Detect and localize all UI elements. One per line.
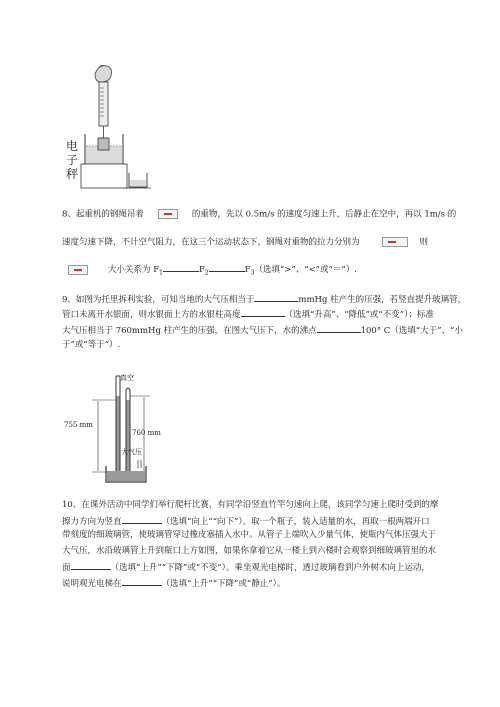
answer-blank[interactable] xyxy=(209,263,245,272)
q10-line4: 大气压，水沿玻璃管上升到瓶口上方如图，如果你拿着它从一楼上到六楼时会观察到细玻璃管里的水 xyxy=(62,546,437,556)
q9-line2: 管口未离开水银面，则水银面上方的水银柱高度 （选填“升高”、“降低”或“不变”）；标准 xyxy=(62,310,434,320)
height-760-label: 760 mm xyxy=(132,429,161,437)
atmosphere-label: 大气压 xyxy=(121,448,142,456)
q10-line2: 擦力方向为竖直 （选填“向上”“向下”）。取一个瓶子，装入适量的水，再取一根两端开口 xyxy=(62,517,430,527)
q10-line1: 10、在课外活动中同学们举行爬杆比赛，有同学沿竖直竹竿匀速向上爬，该同学匀速上爬时受到的摩 xyxy=(62,500,439,510)
answer-blank[interactable] xyxy=(122,515,162,524)
answer-blank[interactable] xyxy=(163,263,199,272)
answer-blank[interactable] xyxy=(241,308,285,317)
formula-image xyxy=(158,209,178,219)
height-755-label: 755 mm xyxy=(64,421,93,429)
answer-blank[interactable] xyxy=(317,324,361,333)
q10-line5: 面 （选填“上升”“下降”或“不变”）。乘坐观光电梯时，透过玻璃看到户外树木向上运动， xyxy=(62,563,430,573)
q9-line3: 大气压相当于 760mmHg 柱产生的压强，在图大气压下，水的沸点 100° C（选填“大于”、“小 xyxy=(62,326,463,336)
vacuum-label: 真空 xyxy=(120,374,134,382)
formula-image xyxy=(68,265,88,275)
formula-image xyxy=(382,237,408,247)
answer-blank[interactable] xyxy=(71,561,111,570)
q9-line1: 9、如图为托里拆利实验，可知当地的大气压相当于 mmHg 柱产生的压强，若竖直提升玻璃管， xyxy=(62,295,467,305)
answer-blank[interactable] xyxy=(254,293,298,302)
answer-blank[interactable] xyxy=(122,577,162,586)
q10-line3: 带刻度的细玻璃管，使玻璃管穿过橡皮塞插入水中。从管子上端吹入少量气体，使瓶内气体压强大于 xyxy=(62,530,437,540)
scale-label: 电子秤 xyxy=(66,139,79,181)
q8-line2: 速度匀速下降，不计空气阻力，在这三个运动状态下，钢绳对重物的拉力分别为 则 xyxy=(62,237,429,248)
q8-line1: 8、起重机的钢绳吊着 的重物，先以 0.5m/s 的速度匀速上升，后静止在空中，再以 1m/s 的 xyxy=(62,209,457,220)
q8-line3: 大小关系为 $F_1$ $F_2$ $F_3$（选填“>”、“<”或“＝”）. xyxy=(62,263,357,279)
q10-line6: 说明观光电梯在 （选填“上升”“下降”或“静止”）。 xyxy=(62,579,286,589)
q9-line4: 于”或“等于”）. xyxy=(62,340,121,350)
